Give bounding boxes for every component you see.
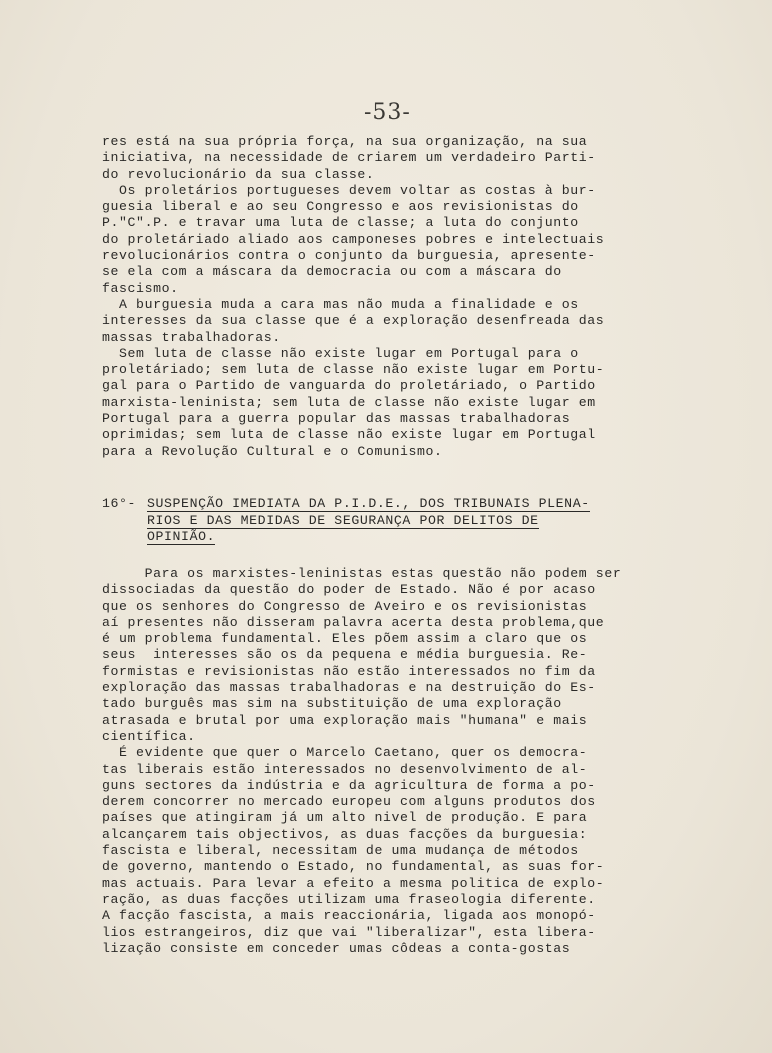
page-number: -53- bbox=[364, 100, 411, 125]
text-line: alcançarem tais objectivos, as duas facções da burguesia: bbox=[102, 826, 588, 842]
section-title-line: SUSPENÇÃO IMEDIATA DA P.I.D.E., DOS TRIBUNAIS PLENA- bbox=[147, 496, 590, 511]
section-title-line: RIOS E DAS MEDIDAS DE SEGURANÇA POR DELITOS DE bbox=[147, 512, 539, 528]
text-line: é um problema fundamental. Eles põem assim a claro que os bbox=[102, 631, 588, 647]
text-line: lios estrangeiros, diz que vai "liberalizar", esta libera- bbox=[102, 924, 596, 940]
body-text bbox=[102, 566, 702, 957]
text-line: guesia liberal e ao seu Congresso e aos revisionistas do bbox=[102, 199, 579, 215]
text-line: É evidente que quer o Marcelo Caetano, quer os democra- bbox=[102, 745, 588, 761]
text-line: científica. bbox=[102, 728, 196, 744]
text-line: para a Revolução Cultural e o Comunismo. bbox=[102, 443, 443, 459]
text-line: fascista e liberal, necessitam de uma mudança de métodos bbox=[102, 843, 579, 859]
text-line: gal para o Partido de vanguarda do proletáriado, o Partido bbox=[102, 378, 596, 394]
text-line: ração, as duas facções utilizam uma fraseologia diferente. bbox=[102, 891, 596, 907]
text-line: massas trabalhadoras. bbox=[102, 329, 281, 345]
text-line: atrasada e brutal por uma exploração mais "humana" e mais bbox=[102, 712, 588, 728]
text-line: mas actuais. Para levar a efeito a mesma politica de explo- bbox=[102, 875, 605, 891]
text-line: proletáriado; sem luta de classe não existe lugar em Portu- bbox=[102, 362, 605, 378]
text-line: que os senhores do Congresso de Aveiro e os revisionistas bbox=[102, 598, 588, 614]
text-line: tas liberais estão interessados no desenvolvimento de al- bbox=[102, 761, 588, 777]
text-line: Portugal para a guerra popular das massas trabalhadoras bbox=[102, 411, 571, 427]
text-line: Os proletários portugueses devem voltar as costas à bur- bbox=[102, 182, 596, 198]
text-line: Sem luta de classe não existe lugar em Portugal para o bbox=[102, 345, 579, 361]
text-line: revolucionários contra o conjunto da burguesia, apresente- bbox=[102, 248, 596, 264]
text-line: P."C".P. e travar uma luta de classe; a luta do conjunto bbox=[102, 215, 579, 231]
text-line: do proletáriado aliado aos camponeses pobres e intelectuais bbox=[102, 231, 605, 247]
text-line: fascismo. bbox=[102, 280, 179, 296]
section-heading bbox=[102, 496, 702, 546]
text-line: derem concorrer no mercado europeu com alguns produtos dos bbox=[102, 794, 596, 810]
text-line: oprimidas; sem luta de classe não existe lugar em Portugal bbox=[102, 427, 596, 443]
text-line: aí presentes não disseram palavra acerta desta problema,que bbox=[102, 614, 605, 630]
text-line: formistas e revisionistas não estão interessados no fim da bbox=[102, 663, 596, 679]
text-line: exploração das massas trabalhadoras e na destruição do Es- bbox=[102, 680, 596, 696]
text-line: tado burguês mas sim na substituição de uma exploração bbox=[102, 696, 562, 712]
text-line: lização consiste em conceder umas côdeas a conta-gostas bbox=[102, 940, 571, 956]
text-line: A facção fascista, a mais reaccionária, ligada aos monopó- bbox=[102, 908, 596, 924]
text-line: seus interesses são os da pequena e média burguesia. Re- bbox=[102, 647, 588, 663]
text-line: iniciativa, na necessidade de criarem um verdadeiro Parti- bbox=[102, 150, 596, 166]
text-line: países que atingiram já um alto nivel de produção. E para bbox=[102, 810, 588, 826]
text-line: se ela com a máscara da democracia ou com a máscara do bbox=[102, 264, 562, 280]
text-line: Para os marxistes-leninistas estas questão não podem ser bbox=[102, 566, 622, 581]
text-line: res está na sua própria força, na sua organização, na sua bbox=[102, 134, 588, 149]
intro-text bbox=[102, 134, 702, 460]
text-line: A burguesia muda a cara mas não muda a finalidade e os bbox=[102, 296, 579, 312]
section-number: 16°- bbox=[102, 496, 137, 511]
text-line: dissociadas da questão do poder de Estado. Não é por acaso bbox=[102, 582, 596, 598]
text-line: interesses da sua classe que é a exploração desenfreada das bbox=[102, 313, 605, 329]
text-line: de governo, mantendo o Estado, no fundamental, as suas for- bbox=[102, 859, 605, 875]
section-title-line: OPINIÃO. bbox=[147, 529, 216, 544]
text-line: marxista-leninista; sem luta de classe não existe lugar em bbox=[102, 394, 596, 410]
text-line: guns sectores da indústria e da agricultura de forma a po- bbox=[102, 777, 596, 793]
text-line: do revolucionário da sua classe. bbox=[102, 166, 375, 182]
